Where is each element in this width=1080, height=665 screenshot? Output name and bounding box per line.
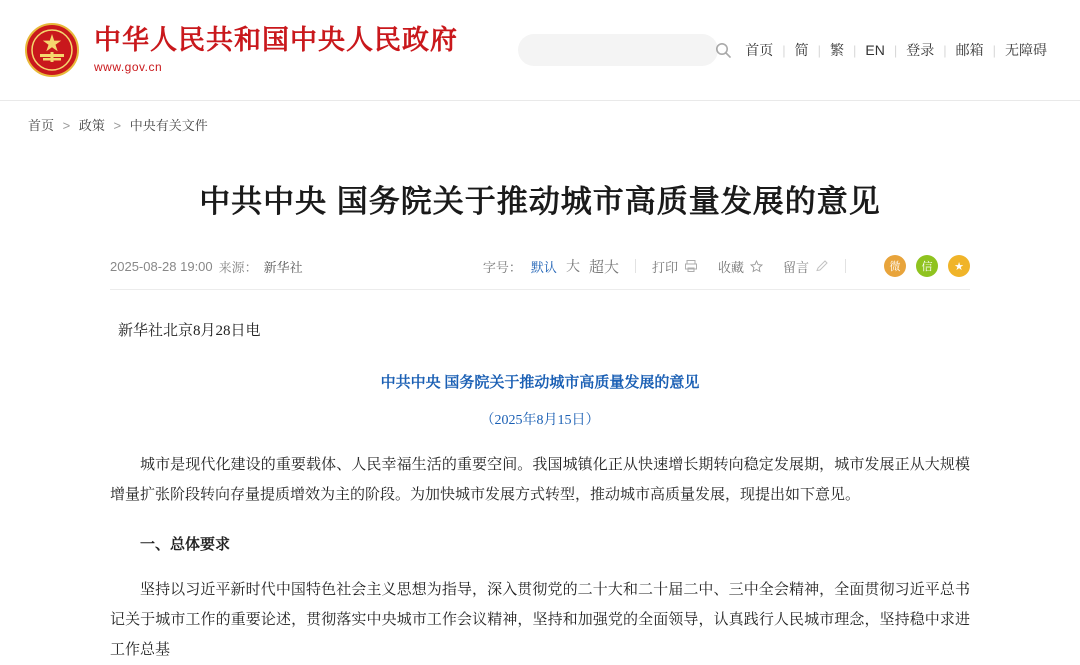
breadcrumb-item-central-documents[interactable]: 中央有关文件 — [129, 118, 208, 133]
fontsize-label: 字号： — [482, 259, 522, 275]
nav-separator: | — [817, 42, 821, 58]
comment-button[interactable] — [783, 257, 829, 276]
meta-left — [110, 257, 303, 276]
nav-item-english[interactable]: EN — [865, 42, 885, 58]
nav-item-simplified[interactable]: 简 — [794, 42, 809, 58]
nav-separator: | — [782, 42, 786, 58]
nav-separator: | — [852, 42, 857, 58]
article-meta-bar — [110, 255, 970, 290]
nav-separator: | — [992, 42, 996, 58]
nav-item-mail[interactable]: 邮箱 — [955, 42, 984, 58]
document-inner-title: 中共中央 国务院关于推动城市高质量发展的意见 — [380, 375, 700, 391]
fontsize-group — [483, 256, 619, 277]
brand-title: 中华人民共和国中央人民政府 — [94, 25, 458, 55]
national-emblem-icon — [24, 22, 80, 78]
collect-button[interactable] — [718, 257, 763, 276]
brand-text — [94, 27, 458, 73]
pencil-icon[interactable] — [815, 259, 829, 273]
printer-icon[interactable] — [684, 259, 698, 273]
meta-center — [483, 255, 970, 277]
body-paragraph: 城市是现代化建设的重要载体、人民幸福生活的重要空间。我国城镇化正从快速增长期转向稳定发展期，城市发展正从大规模增量扩张阶段转向存量提质增效为主的阶段。为加快城市发展方式转型，推动城市高质量发展，现提出如下意见。 — [110, 457, 970, 503]
brand-subtitle: www.gov.cn — [94, 60, 163, 74]
nav-item-login[interactable]: 登录 — [906, 42, 935, 58]
meta-divider — [845, 259, 846, 273]
weibo-share-icon[interactable]: 微 — [884, 255, 906, 277]
search-box[interactable] — [518, 34, 718, 66]
body-paragraph: 坚持以习近平新时代中国特色社会主义思想为指导，深入贯彻党的二十大和二十届二中、三中全会精神，全面贯彻习近平总书记关于城市工作的重要论述，贯彻落实中央城市工作会议精神，坚持和加强党的全面领导，认真践行人民城市理念，坚持稳中求进工作总基 — [110, 582, 970, 658]
nav-item-accessibility[interactable]: 无障碍 — [1005, 42, 1047, 58]
breadcrumb-separator: > — [62, 118, 71, 133]
meta-divider — [635, 259, 636, 273]
nav-separator: | — [893, 42, 898, 58]
fontsize-option-extra-large[interactable]: 超大 — [588, 258, 619, 276]
site-brand[interactable] — [24, 22, 458, 78]
nav-item-traditional[interactable]: 繁 — [829, 42, 844, 58]
nav-separator: | — [943, 42, 947, 58]
article — [100, 176, 980, 665]
breadcrumb-item-policy[interactable]: 政策 — [78, 118, 105, 133]
search-icon[interactable] — [714, 41, 732, 59]
wechat-share-icon[interactable]: 信 — [916, 255, 938, 277]
section-heading: 一、总体要求 — [140, 537, 231, 553]
collect-label: 收藏 — [717, 259, 744, 275]
breadcrumb-separator: > — [113, 118, 122, 133]
breadcrumb — [0, 101, 1080, 148]
star-icon[interactable] — [750, 260, 763, 273]
source-name: 新华社 — [263, 259, 303, 275]
article-body — [110, 316, 970, 665]
nav-item-home[interactable]: 首页 — [745, 42, 774, 58]
fontsize-option-default[interactable]: 默认 — [530, 259, 557, 275]
fontsize-option-large[interactable]: 大 — [565, 258, 580, 274]
print-button[interactable] — [652, 257, 698, 276]
search-input[interactable] — [534, 42, 714, 59]
favorite-share-icon[interactable]: ★ — [948, 255, 970, 277]
comment-label: 留言 — [782, 259, 809, 275]
document-inner-date: （2025年8月15日） — [480, 413, 600, 428]
site-header — [0, 0, 1080, 100]
page-title: 中共中央 国务院关于推动城市高质量发展的意见 — [199, 184, 881, 219]
share-group — [884, 255, 970, 277]
print-label: 打印 — [651, 259, 678, 275]
source-label: 来源： — [218, 259, 258, 275]
publish-datetime: 2025-08-28 19:00 — [110, 258, 213, 274]
header-nav — [736, 40, 1056, 60]
breadcrumb-item-home[interactable]: 首页 — [28, 118, 55, 133]
header-right — [518, 34, 1056, 66]
dateline: 新华社北京8月28日电 — [118, 323, 261, 339]
